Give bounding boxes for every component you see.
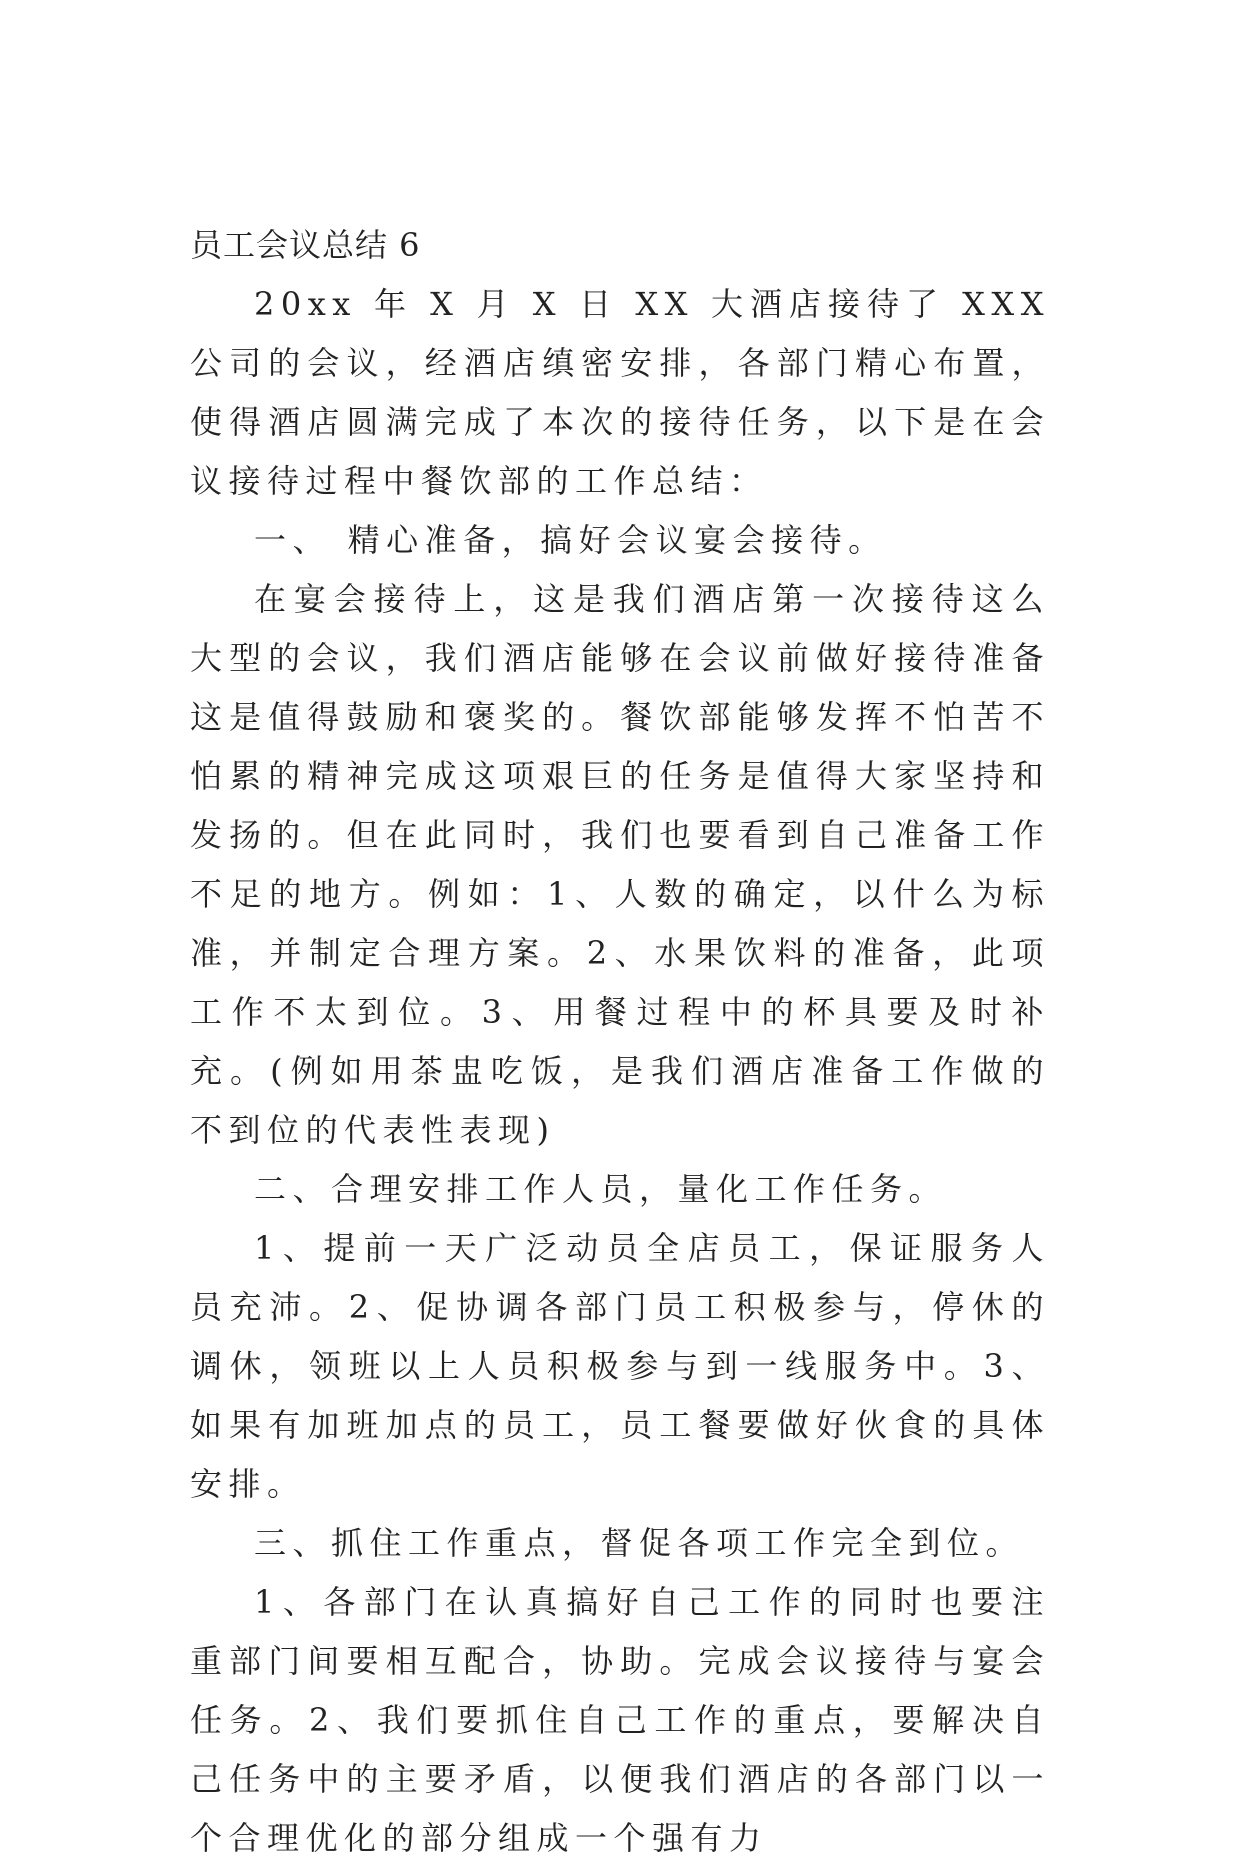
paragraph-focus: 1、各部门在认真搞好自己工作的同时也要注重部门间要相互配合，协助。完成会议接待与宴会任务。2、我们要抓住自己工作的重点，要解决自己任务中的主要矛盾，以便我们酒店的各部门以一个合理优化的部分组成一个强有力 <box>190 1583 1050 1857</box>
section-heading-1: 一、 精心准备，搞好会议宴会接待。 <box>254 521 887 559</box>
document-body <box>190 216 1050 1868</box>
paragraph-staffing: 1、提前一天广泛动员全店员工，保证服务人员充沛。2、促协调各部门员工积极参与，停休的调休，领班以上人员积极参与到一线服务中。3、如果有加班加点的员工，员工餐要做好伙食的具体安排。 <box>190 1229 1050 1503</box>
paragraph-intro: 20xx 年 X 月 X 日 XX 大酒店接待了 XXX 公司的会议，经酒店缜密安排，各部门精心布置，使得酒店圆满完成了本次的接待任务，以下是在会议接待过程中餐饮部的工作总结： <box>190 285 1050 500</box>
document-title: 员工会议总结 6 <box>190 226 421 264</box>
section-heading-3: 三、抓住工作重点，督促各项工作完全到位。 <box>254 1524 1025 1562</box>
section-heading-2: 二、合理安排工作人员，量化工作任务。 <box>254 1170 948 1208</box>
paragraph-banquet: 在宴会接待上，这是我们酒店第一次接待这么大型的会议，我们酒店能够在会议前做好接待准备这是值得鼓励和褒奖的。餐饮部能够发挥不怕苦不怕累的精神完成这项艰巨的任务是值得大家坚持和发扬的。但在此同时，我们也要看到自己准备工作不足的地方。例如：1、人数的确定，以什么为标准，并制定合理方案。2、水果饮料的准备，此项工作不太到位。3、用餐过程中的杯具要及时补充。(例如用茶盅吃饭，是我们酒店准备工作做的不到位的代表性表现) <box>190 580 1050 1149</box>
